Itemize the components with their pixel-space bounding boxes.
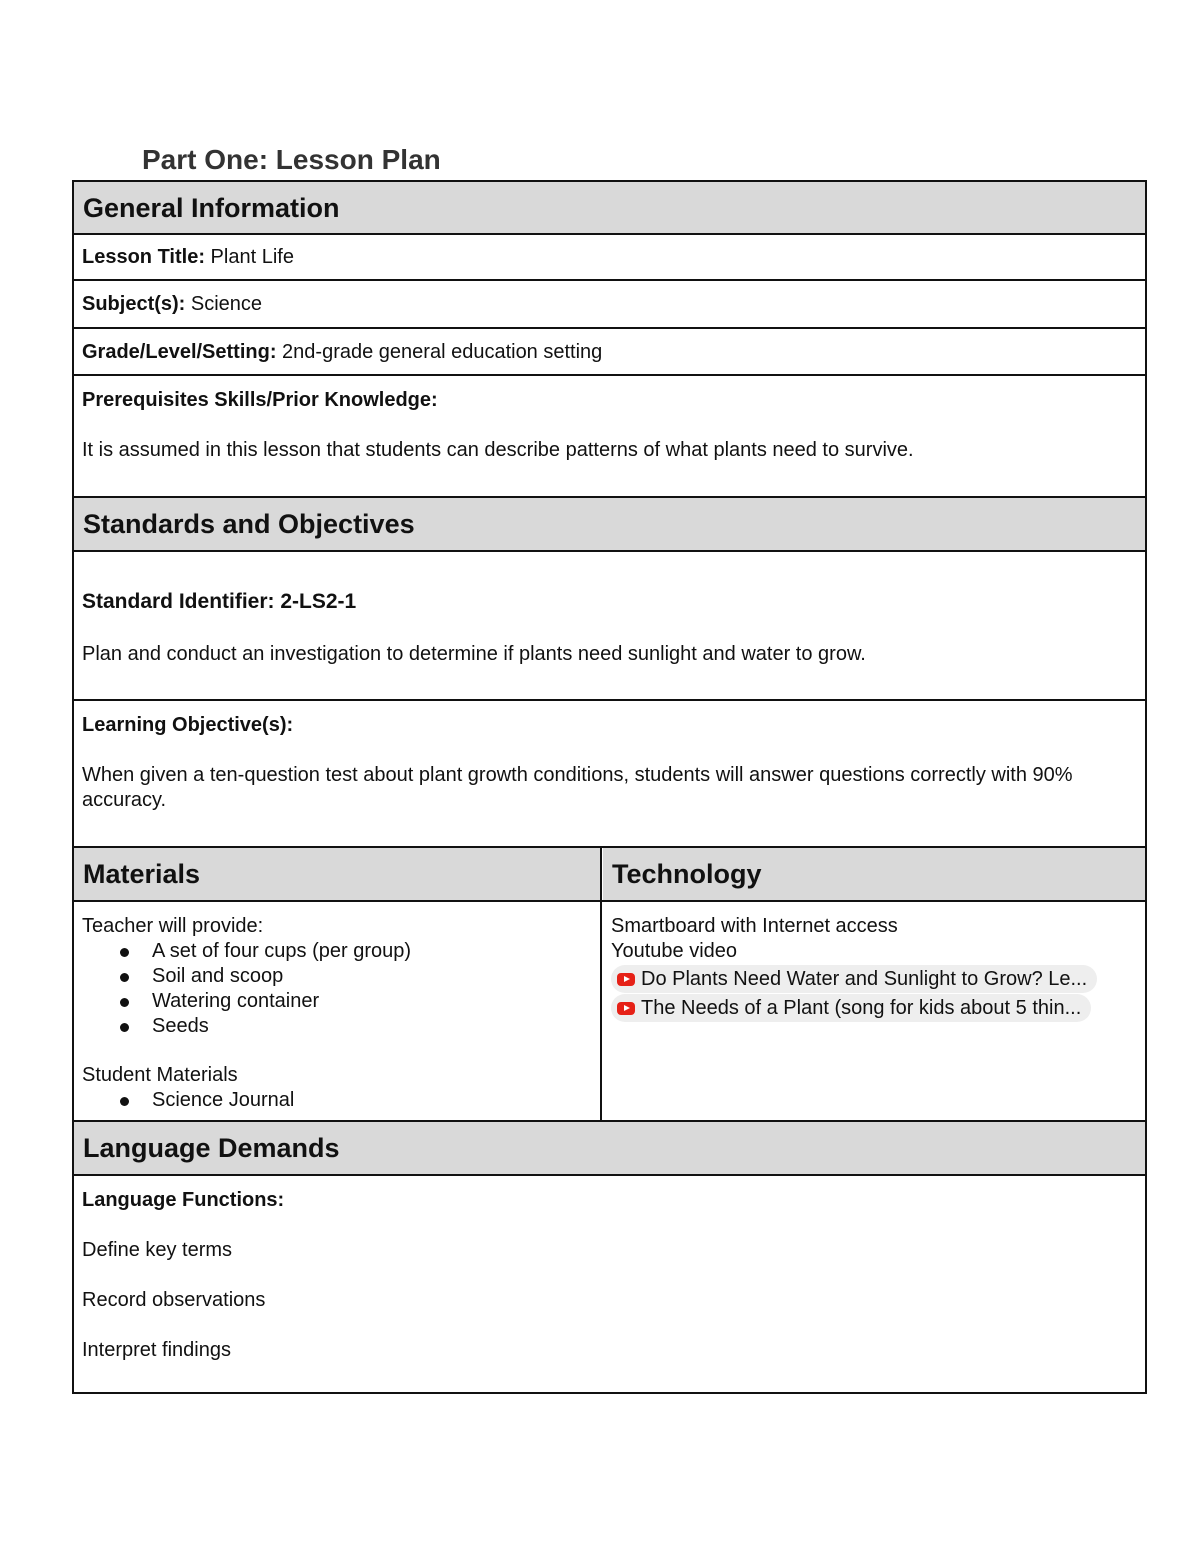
- youtube-link-title: The Needs of a Plant (song for kids about 5 thin...: [641, 996, 1082, 1019]
- list-item: Science Journal: [82, 1088, 592, 1113]
- learning-objectives-row: [74, 701, 1145, 846]
- list-item: Watering container: [82, 989, 592, 1014]
- standard-row: [74, 552, 1145, 699]
- page-title: Part One: Lesson Plan: [142, 144, 441, 175]
- grade-label: Grade/Level/Setting:: [82, 340, 277, 363]
- lesson-plan-table: [72, 180, 1147, 1394]
- language-functions-label: Language Functions:: [82, 1189, 285, 1211]
- prerequisites-text: It is assumed in this lesson that students can describe patterns of what plants need to survive.: [82, 439, 914, 461]
- materials-header: [74, 848, 600, 900]
- lesson-title-label: Lesson Title:: [82, 246, 205, 268]
- language-function-item: Interpret findings: [82, 1339, 231, 1361]
- subject-row: [74, 281, 1145, 328]
- language-function-item: Record observations: [82, 1289, 266, 1311]
- list-item: A set of four cups (per group): [82, 939, 592, 964]
- prerequisites-label: Prerequisites Skills/Prior Knowledge:: [82, 389, 438, 411]
- youtube-icon: [617, 1002, 635, 1015]
- student-materials-list: [82, 1088, 592, 1113]
- general-information-header: [74, 182, 1145, 234]
- standards-title: Standards and Objectives: [83, 508, 415, 539]
- youtube-icon: [617, 973, 635, 986]
- technology-line-youtube: Youtube video: [611, 940, 738, 962]
- subject-value: Science: [185, 293, 263, 315]
- materials-body: [74, 902, 600, 1120]
- technology-line-smartboard: Smartboard with Internet access: [611, 915, 898, 937]
- grade-row: [74, 329, 1145, 375]
- language-functions-body: [74, 1176, 1145, 1390]
- language-demands-header: [74, 1122, 1145, 1174]
- youtube-link-title: Do Plants Need Water and Sunlight to Grow? Le...: [641, 967, 1088, 990]
- student-materials-intro: Student Materials: [82, 1064, 238, 1086]
- grade-value: 2nd-grade general education setting: [276, 340, 603, 363]
- teacher-materials-list: [82, 939, 592, 1039]
- learning-objectives-text: When given a ten-question test about plant growth conditions, students will answer questions correctly with 90% accuracy.: [82, 764, 1073, 811]
- youtube-link-chip[interactable]: [611, 965, 1097, 993]
- list-item: Soil and scoop: [82, 964, 592, 989]
- language-demands-title: Language Demands: [83, 1132, 340, 1163]
- materials-title: Materials: [83, 858, 201, 889]
- learning-objectives-label: Learning Objective(s):: [82, 714, 294, 736]
- teacher-materials-intro: Teacher will provide:: [82, 915, 264, 937]
- technology-title: Technology: [612, 858, 762, 889]
- general-information-title: General Information: [83, 192, 340, 223]
- prerequisites-row: [74, 376, 1145, 496]
- lesson-title-value: Plant Life: [205, 246, 294, 268]
- language-function-item: Define key terms: [82, 1239, 233, 1261]
- list-item: Seeds: [82, 1014, 592, 1039]
- standard-text: Plan and conduct an investigation to determine if plants need sunlight and water to grow.: [82, 643, 866, 665]
- technology-header: [603, 848, 1145, 900]
- lesson-title-row: [74, 235, 1145, 280]
- subject-label: Subject(s):: [82, 293, 186, 315]
- youtube-link-chip[interactable]: [611, 994, 1091, 1022]
- standard-identifier: Standard Identifier: 2-LS2-1: [82, 590, 357, 613]
- technology-body: [603, 902, 1145, 1120]
- standards-header: [74, 498, 1145, 550]
